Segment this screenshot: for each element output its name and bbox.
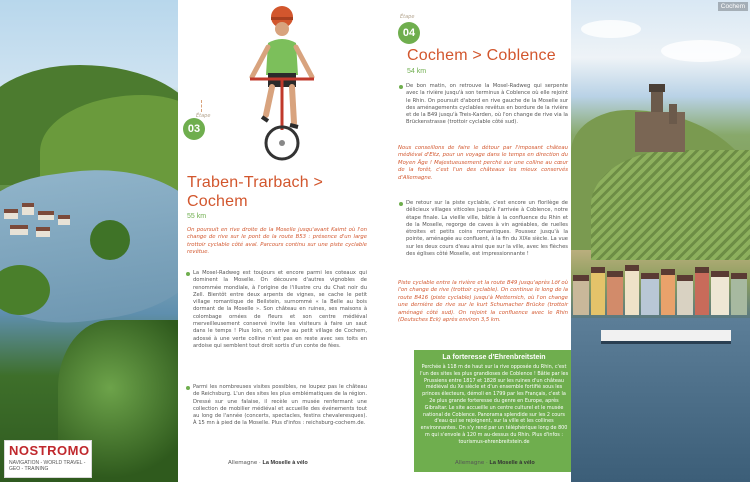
bullet-marker <box>399 202 403 206</box>
stage-title-line2: Cochem <box>187 193 248 210</box>
tree-shape <box>90 220 130 260</box>
vineyard-shape <box>591 150 750 260</box>
footer-country: Allemagne <box>455 460 485 466</box>
route-directions: Piste cyclable entre la rivière et la route B49 jusqu'après Löf où l'on change de rive (trottoir cyclable). On continue le long de la route B416 (piste cyclable) jusqu'à Metternich, où l'on change une dernière de rive sur le kurt Schumacher Brücke (trottoir aménagé côté sud). On rejoint la confluence avec le Rhin (Deutsches Eck) après environ 3,5 km. <box>398 280 568 324</box>
cloud-shape <box>661 40 741 62</box>
footer-country: Allemagne <box>228 460 258 466</box>
stage-label: Étape <box>400 14 415 20</box>
cochem-photo <box>571 0 750 482</box>
stage-title: Cochem > Coblence <box>407 47 556 64</box>
eltz-detour-note: Nous conseillons de faire le détour par l'imposant château médiéval d'Eltz, pour un voyage dans le temps en direction du Moyen Âge ! Majestueusement perché sur une colline au cœur de la forêt, c'est l'un des châteaux les mieux conservés d'Allemagne. <box>398 145 568 181</box>
logo-tagline: NAVIGATION - WORLD TRAVEL - GEO - TRAINING <box>9 460 86 472</box>
riverside-houses <box>571 255 750 315</box>
cloud-shape <box>581 20 641 38</box>
page-footer-right: Allemagne · La Moselle à vélo <box>455 460 535 466</box>
stage-title <box>187 173 367 211</box>
page-footer-left: Allemagne · La Moselle à vélo <box>228 460 308 466</box>
bullet-marker <box>186 272 190 276</box>
footer-title: La Moselle à vélo <box>262 460 308 466</box>
stage-label: Étape <box>196 113 211 119</box>
dashed-connector <box>201 100 202 112</box>
stage-paragraph-2: De retour sur la piste cyclable, c'est encore un florilège de délicieux villages viticoles jusqu'à l'arrivée à Coblence, notre étape finale. La vieille ville, bâtie à la confluence du Rhin et de la Moselle, regorge de caves à vin agréables, de ruelles étroites et petits coins romantiques. Poussez jusqu'à la pointe, aménagée au confluent, à la fin du XIXe siècle. La vue sur les deux cours d'eau ainsi que sur la ville, avec les flèches des églises côté Moselle, est impressionnante ! <box>406 200 568 258</box>
stage-paragraph-2: Parmi les nombreuses visites possibles, ne loupez pas le château de Reichsburg. L'un des sites les plus emblématiques de la région. Dressé sur une falaise, il recèle un musée renfermant une collection de mobilier médiéval et accueille des événements tout au long de l'année (concerts, spectacles, festins chevaleresques). À 15 mn à pied de la Moselle. Plus d'infos : reichsburg-cochem.de. <box>193 384 367 427</box>
photo-caption: Cochem <box>718 2 748 11</box>
stage-distance: 54 km <box>407 68 427 75</box>
route-intro: On poursuit en rive droite de la Moselle jusqu'avant Kaimt où l'on change de rive sur le pont de la route B53 : présence d'un large trottoir cyclable côté aval. Parcours continu sur une piste cyclable revêtue. <box>187 227 367 256</box>
river-boat-shape <box>601 330 731 344</box>
cyclist-illustration <box>232 5 332 165</box>
stage-number-badge: 04 <box>398 22 420 44</box>
bullet-marker <box>399 85 403 89</box>
ehrenbreitstein-info-box <box>414 350 574 472</box>
stage-distance: 55 km <box>187 213 207 220</box>
stage-paragraph-1: La Mosel-Radweg est toujours et encore parmi les coteaux qui dominent la Moselle. On découvre d'autres vignobles de renommée mondiale, à l'origine de l'illustre cru du Chat noir du Zell. Bientôt entre deux arpents de vignes, se cache le petit village romantique de Beilstein, surnommé « la Belle au bois dormant de la Moselle ». Son château en ruines, ses maisons à colombage ornées de fleurs et son centre médiéval merveilleusement conservé invite les visiteurs à faire un saut dans le temps ! Plus loin, on arrive au petit village de Cochem, adossé à une verte colline n'est pas en reste avec ses toits en ardoise qui semblent tout droit sortis d'un conte de fées. <box>193 270 367 349</box>
publisher-logo <box>4 440 92 478</box>
reichsburg-castle-shape <box>629 90 689 160</box>
stage-number-badge: 03 <box>183 118 205 140</box>
stage-title-line1: Traben-Trarbach > <box>187 174 324 191</box>
info-box-text: Perchée à 118 m de haut sur la rive opposée du Rhin, c'est l'un des sites les plus grandioses de Coblence ! Bâtie par les Prussiens entre 1817 et 1828 sur les ruines d'un château médiéval du Xe siècle et d'un ensemble fortifié sous les princes électeurs, démoli en 1799 par les Français, c'est la 2e plus grande forteresse du genre en Europe, après Gibraltar. Le site accueille un centre culturel et le musée national de Coblence. Panorama splendide sur les 2 cours d'eau qui se rejoignent, sur la ville et les collines environnantes. On s'y rend par un téléphérique long de 800 m qui s'envole à 120 m au-dessus du Rhin. Plus d'infos : tourismus-ehrenbreitstein.de <box>419 364 569 445</box>
stage-paragraph-1: De bon matin, on retrouve la Mosel-Radweg qui serpente avec la rivière jusqu'à son terminus à Coblence où elle rejoint le Rhin. On poursuit d'abord en rive gauche de la Moselle sur des aménagements cyclables revêtus en bordure de la rivière et de la B49 jusqu'à Treis-Karden, où l'on change de rive via la Brückenstrasse (trottoir cyclable côté sud). <box>406 83 568 126</box>
info-box-title: La forteresse d'Ehrenbreitstein <box>442 354 546 361</box>
moselle-valley-photo <box>0 0 178 482</box>
bullet-marker <box>186 386 190 390</box>
logo-brand: NOSTROMO <box>9 443 90 458</box>
footer-title: La Moselle à vélo <box>489 460 535 466</box>
